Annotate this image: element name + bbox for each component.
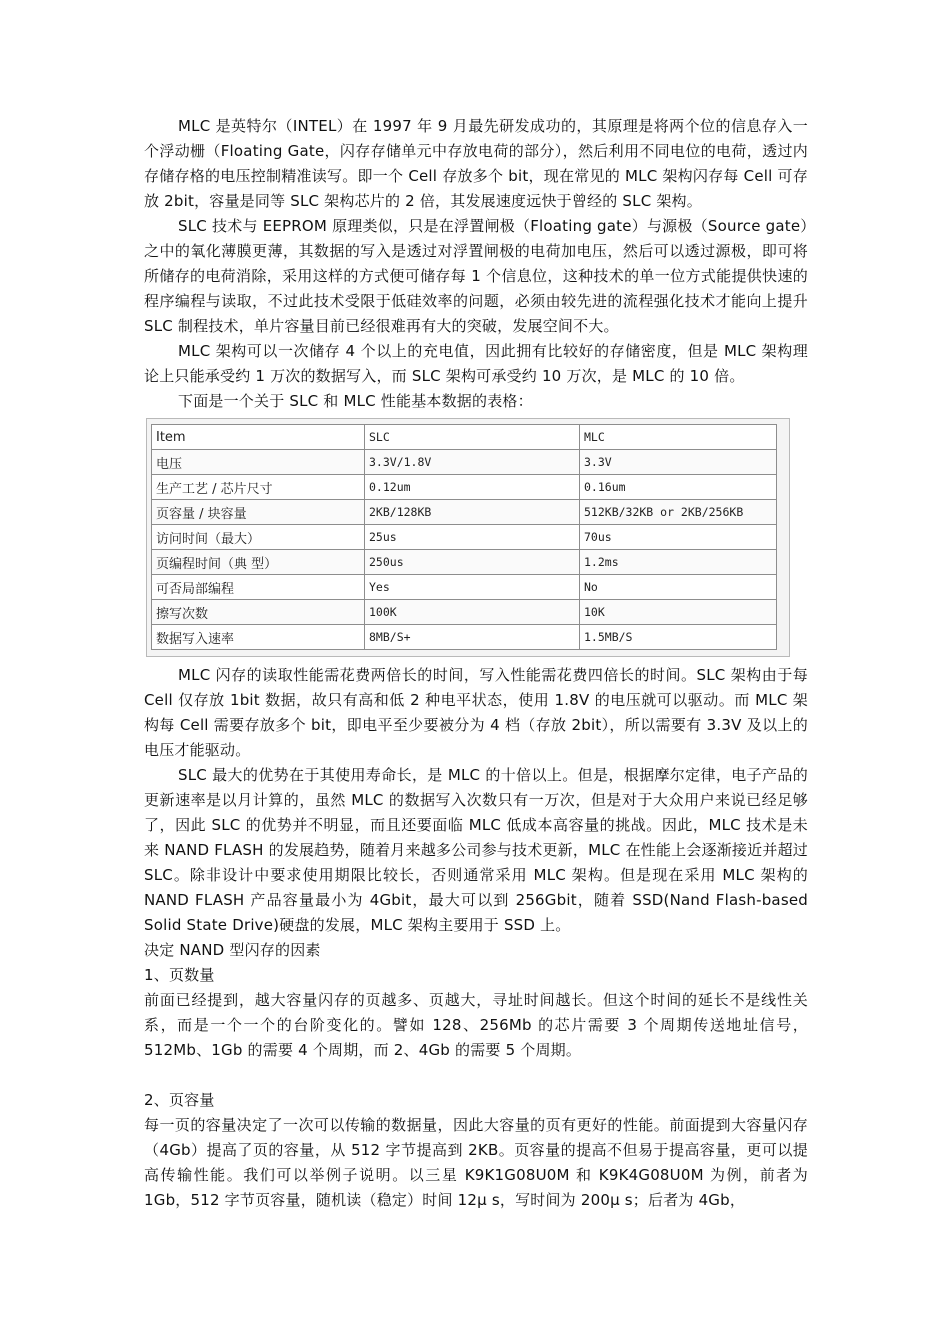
document-page: [144, 114, 808, 1213]
section2-title: 2、页容量: [144, 1091, 215, 1109]
table-cell: No: [580, 575, 777, 600]
section-heading: 决定 NAND 型闪存的因素: [144, 941, 321, 959]
paragraph-mlc-performance: MLC 闪存的读取性能需花费两倍长的时间，写入性能需花费四倍长的时间。SLC 架构由于每 Cell 仅存放 1bit 数据，故只有高和低 2 种电平状态，使用 1.8V 的电压就可以驱动。而 MLC 架构每 Cell 需要存放多个 bit，即电平至少要被分为 4 档（存放 2bit），所以需要有 3.3V 及以上的电压才能驱动。: [144, 666, 808, 759]
table-cell: Yes: [365, 575, 580, 600]
paragraph-mlc-density: MLC 架构可以一次储存 4 个以上的充电值，因此拥有比较好的存储密度，但是 MLC 架构理论上只能承受约 1 万次的数据写入，而 SLC 架构可承受约 10 万次，是 MLC 的 10 倍。: [144, 342, 808, 385]
table-cell: 擦写次数: [152, 600, 365, 625]
section1-title: 1、页数量: [144, 966, 215, 984]
table-cell: 页编程时间（典 型）: [152, 550, 365, 575]
table-cell: 100K: [365, 600, 580, 625]
table-cell: 512KB/32KB or 2KB/256KB: [580, 500, 777, 525]
table-row: [152, 600, 777, 625]
table-cell: Item: [152, 425, 365, 450]
paragraph-table-intro: 下面是一个关于 SLC 和 MLC 性能基本数据的表格：: [178, 392, 533, 410]
table-cell: 数据写入速率: [152, 625, 365, 650]
table-row: [152, 475, 777, 500]
paragraph-slc-advantage: SLC 最大的优势在于其使用寿命长，是 MLC 的十倍以上。但是，根据摩尔定律，电子产品的更新速率是以月计算的，虽然 MLC 的数据写入次数只有一万次，但是对于大众用户来说已经足够了，因此 SLC 的优势并不明显，而且还要面临 MLC 低成本高容量的挑战。因此，MLC 技术是未来 NAND FLASH 的发展趋势，随着月来越多公司参与技术更新，MLC 在性能上会逐渐接近并超过 SLC。除非设计中要求使用期限比较长，否则通常采用 MLC 架构。但是现在采用 MLC 架构的 NAND FLASH 产品容量最小为 4Gbit，最大可以到 256Gbit，随着 SSD(Nand Flash-based Solid State Drive)硬盘的发展，MLC 架构主要用于 SSD 上。: [144, 766, 808, 934]
table-cell: 访问时间（最大）: [152, 525, 365, 550]
table-cell: 70us: [580, 525, 777, 550]
section1-body: 前面已经提到，越大容量闪存的页越多、页越大，寻址时间越长。但这个时间的延长不是线性关系，而是一个一个的台阶变化的。譬如 128、256Mb 的芯片需要 3 个周期传送地址信号，512Mb、1Gb 的需要 4 个周期，而 2、4Gb 的需要 5 个周期。: [144, 991, 808, 1059]
table-cell: 3.3V: [580, 450, 777, 475]
slc-mlc-comparison-table: [151, 424, 777, 650]
comparison-table-image: [146, 418, 790, 657]
table-row: [152, 525, 777, 550]
table-cell: 8MB/S+: [365, 625, 580, 650]
table-cell: 3.3V/1.8V: [365, 450, 580, 475]
table-cell: 0.12um: [365, 475, 580, 500]
table-cell: 页容量 / 块容量: [152, 500, 365, 525]
table-cell: 10K: [580, 600, 777, 625]
table-row: [152, 575, 777, 600]
table-cell: 0.16um: [580, 475, 777, 500]
section2-body: 每一页的容量决定了一次可以传输的数据量，因此大容量的页有更好的性能。前面提到大容量闪存（4Gb）提高了页的容量，从 512 字节提高到 2KB。页容量的提高不但易于提高容量，更可以提高传输性能。我们可以举例子说明。以三星 K9K1G08U0M 和 K9K4G08U0M 为例，前者为 1Gb，512 字节页容量，随机读（稳定）时间 12μ s，写时间为 200μ s；后者为 4Gb，: [144, 1116, 808, 1209]
table-cell: 生产工艺 / 芯片尺寸: [152, 475, 365, 500]
blank-line: [144, 1063, 808, 1088]
table-row: [152, 425, 777, 450]
paragraph-mlc-origin: MLC 是英特尔（INTEL）在 1997 年 9 月最先研发成功的，其原理是将两个位的信息存入一个浮动栅（Floating Gate，闪存存储单元中存放电荷的部分），然后利用不同电位的电荷，透过内存储存格的电压控制精准读写。即一个 Cell 存放多个 bit，现在常见的 MLC 架构闪存每 Cell 可存放 2bit，容量是同等 SLC 架构芯片的 2 倍，其发展速度远快于曾经的 SLC 架构。: [144, 117, 808, 210]
table-cell: 可否局部编程: [152, 575, 365, 600]
table-cell: 250us: [365, 550, 580, 575]
paragraph-slc-technology: SLC 技术与 EEPROM 原理类似，只是在浮置闸极（Floating gate）与源极（Source gate）之中的氧化薄膜更薄，其数据的写入是透过对浮置闸极的电荷加电压，然后可以透过源极，即可将所储存的电荷消除，采用这样的方式便可储存每 1 个信息位，这种技术的单一位方式能提供快速的程序编程与读取，不过此技术受限于低硅效率的问题，必须由较先进的流程强化技术才能向上提升 SLC 制程技术，单片容量目前已经很难再有大的突破，发展空间不大。: [144, 217, 808, 335]
table-cell: MLC: [580, 425, 777, 450]
table-row: [152, 625, 777, 650]
table-row: [152, 500, 777, 525]
table-row: [152, 550, 777, 575]
table-cell: 25us: [365, 525, 580, 550]
table-cell: 2KB/128KB: [365, 500, 580, 525]
table-cell: 1.5MB/S: [580, 625, 777, 650]
table-row: [152, 450, 777, 475]
table-cell: SLC: [365, 425, 580, 450]
table-cell: 1.2ms: [580, 550, 777, 575]
table-cell: 电压: [152, 450, 365, 475]
